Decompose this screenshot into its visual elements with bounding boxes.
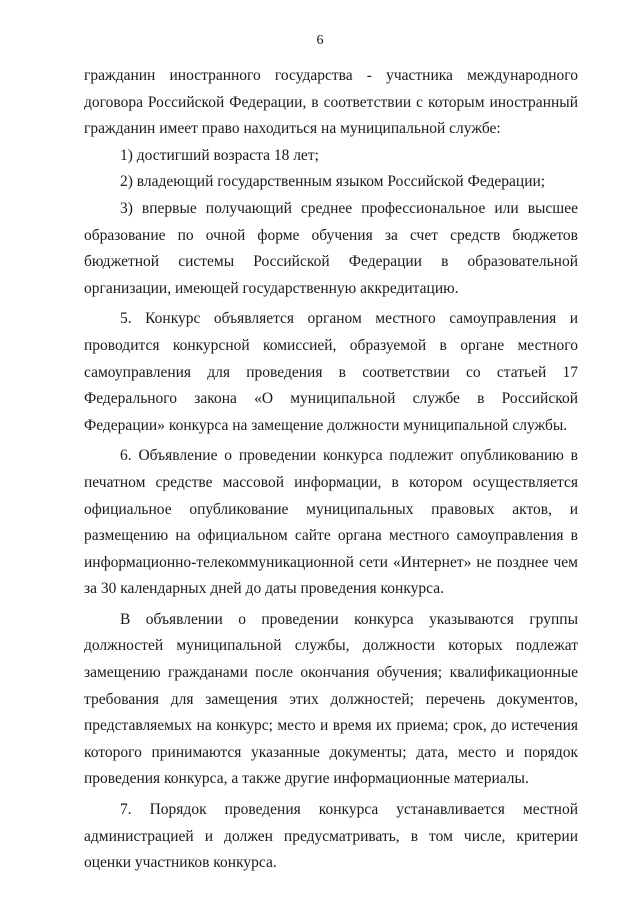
document-body <box>84 63 578 877</box>
paragraph-announcement-contents: В объявлении о проведении конкурса указываются группы должностей муниципальной службы, должности которых подлежат замещению гражданами после окончания обучения; квалификационные требования для замещения этих должностей; перечень документов, представляемых на конкурс; место и время их приема; срок, до истечения которого принимаются указанные документы; дата, место и порядок проведения конкурса, а также другие информационные материалы. <box>84 610 578 788</box>
paragraph-clause-7: 7. Порядок проведения конкурса устанавливается местной администрацией и должен предусматривать, в том числе, критерии оценки участников конкурса. <box>84 801 578 872</box>
paragraph-item-2: 2) владеющий государственным языком Российской Федерации; <box>120 173 546 191</box>
paragraph-continuation: гражданин иностранного государства - участника международного договора Российской Федерации, в соответствии с которым иностранный гражданин имеет право находиться на муниципальной службе: <box>84 67 578 138</box>
paragraph-item-3: 3) впервые получающий среднее профессиональное или высшее образование по очной форме обучения за счет средств бюджетов бюджетной системы Российской Федерации в образовательной организации, имеющей государственную аккредитацию. <box>84 199 578 297</box>
paragraph-clause-5: 5. Конкурс объявляется органом местного самоуправления и проводится конкурсной комиссией, образуемой в органе местного самоуправления для проведения в соответствии со статьей 17 Федерального закона «О муниципальной службе в Российской Федерации» конкурса на замещение должности муниципальной службы. <box>84 310 578 434</box>
paragraph-item-1: 1) достигший возраста 18 лет; <box>120 146 319 164</box>
paragraph-clause-6: 6. Объявление о проведении конкурса подлежит опубликованию в печатном средстве массовой информации, в котором осуществляется официальное опубликование муниципальных правовых актов, и размещению на официальном сайте органа местного самоуправления в информационно-телекоммуникационной сети «Интернет» не позднее чем за 30 календарных дней до даты проведения конкурса. <box>84 447 578 598</box>
page-number: 6 <box>316 33 324 48</box>
